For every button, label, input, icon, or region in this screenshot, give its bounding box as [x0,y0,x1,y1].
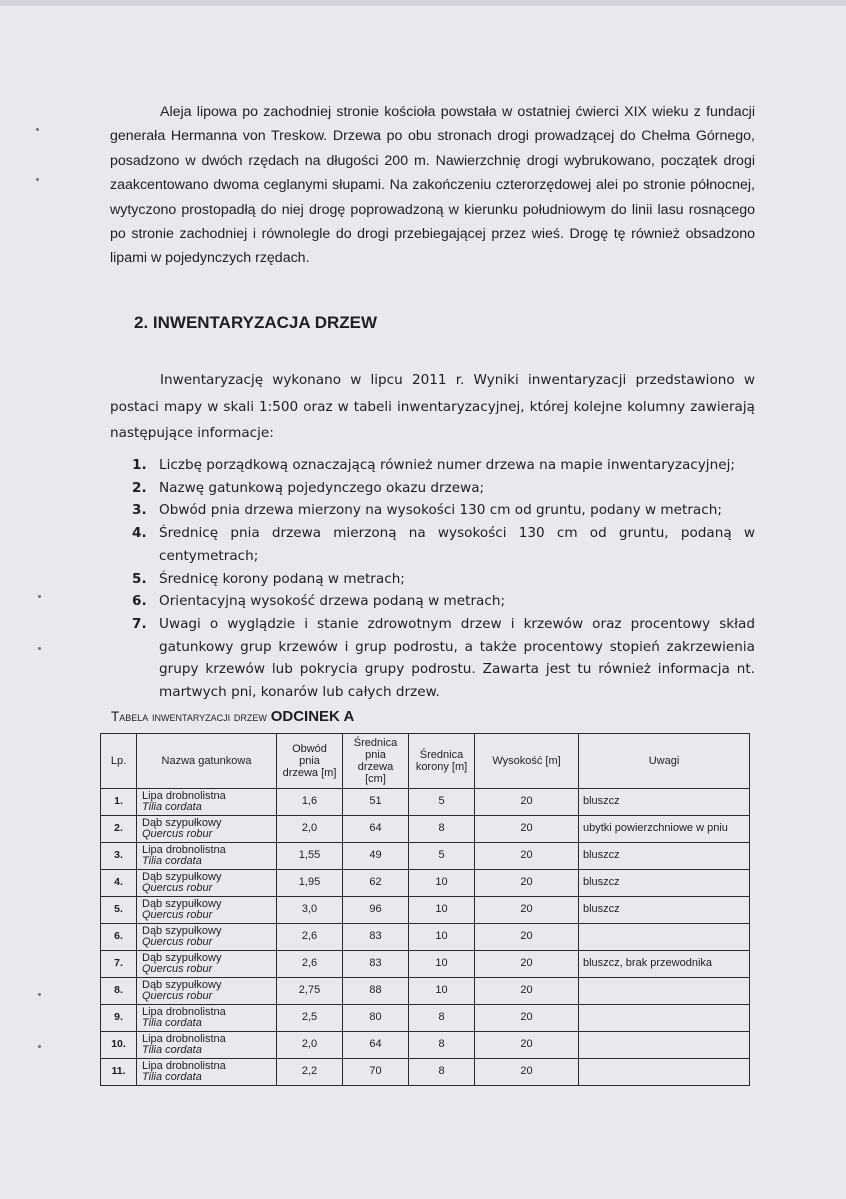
cell-height: 20 [475,870,579,897]
cell-circumference: 2,75 [277,978,343,1005]
cell-lp: 1. [101,789,137,816]
list-text: Uwagi o wyglądzie i stanie zdrowotnym drzew i krzewów oraz procentowy skład gatunkowy grup krzewów i grup podrostu, a także procentowy stopień zakrzewienia grupy krzewów lub pokrycia grupy podrostu. Zawarta jest tu również informacja nt. martwych pni, konarów lub całych drzew. [159,615,755,701]
cell-name [137,1059,277,1086]
cell-lp: 10. [101,1032,137,1059]
list-text: Orientacyjną wysokość drzewa podaną w metrach; [159,593,506,610]
cell-lp: 3. [101,843,137,870]
cell-notes [579,1059,750,1086]
common-name: Dąb szypułkowy [142,870,222,883]
table-row [101,816,750,843]
cell-height: 20 [475,1032,579,1059]
scientific-name: Tilia cordata [142,1044,202,1056]
table-row [101,951,750,978]
table-caption [111,708,354,725]
scientific-name: Quercus robur [142,909,213,921]
scientific-name: Quercus robur [142,963,213,975]
list-number: 5. [132,570,147,587]
cell-height: 20 [475,924,579,951]
cell-trunk-diameter: 96 [343,897,409,924]
cell-height: 20 [475,843,579,870]
list-text: Liczbę porządkową oznaczającą również numer drzewa na mapie inwentaryzacyjnej; [159,457,735,473]
cell-circumference: 2,6 [277,924,343,951]
list-item [132,477,755,500]
scientific-name: Tilia cordata [142,855,202,867]
cell-notes [579,1032,750,1059]
cell-trunk-diameter: 64 [343,816,409,843]
list-text: Nazwę gatunkową pojedynczego okazu drzewa; [159,479,485,496]
cell-name [137,816,277,843]
cell-notes: ubytki powierzchniowe w pniu [579,816,750,843]
common-name: Lipa drobnolistna [142,1005,226,1018]
caption-prefix: Tabela inwentaryzacji drzew [111,709,267,724]
cell-name [137,870,277,897]
cell-trunk-diameter: 62 [343,870,409,897]
cell-circumference: 2,2 [277,1059,343,1086]
section-heading: 2. INWENTARYZACJA DRZEW [134,313,378,332]
header-crown-diameter: Średnica korony [m] [409,734,475,789]
inventory-table [100,733,750,1086]
cell-name [137,789,277,816]
cell-circumference: 2,0 [277,816,343,843]
list-text: Obwód pnia drzewa mierzony na wysokości 130 cm od gruntu, podany w metrach; [159,502,722,519]
scan-dot [36,128,39,131]
scientific-name: Tilia cordata [142,1071,202,1083]
header-notes: Uwagi [579,734,750,789]
list-number: 1. [132,457,147,473]
scientific-name: Tilia cordata [142,1017,202,1029]
cell-lp: 2. [101,816,137,843]
list-item [132,499,755,522]
scientific-name: Quercus robur [142,990,213,1002]
list-number: 3. [132,502,147,519]
cell-lp: 8. [101,978,137,1005]
header-height: Wysokość [m] [475,734,579,789]
cell-notes [579,924,750,951]
list-item [132,454,755,477]
table-row [101,924,750,951]
common-name: Lipa drobnolistna [142,843,226,856]
inventory-paragraph: Inwentaryzację wykonano w lipcu 2011 r. Wyniki inwentaryzacji przedstawiono w postaci mapy w skali 1:500 oraz w tabeli inwentaryzacyjnej, której kolejne kolumny zawierają następujące informacje: [110,372,755,441]
list-number: 6. [132,593,147,610]
cell-height: 20 [475,816,579,843]
common-name: Dąb szypułkowy [142,978,222,991]
cell-circumference: 1,6 [277,789,343,816]
scientific-name: Tilia cordata [142,801,202,813]
list-item [132,590,755,613]
list-number: 4. [132,525,147,542]
cell-notes: bluszcz [579,843,750,870]
header-name: Nazwa gatunkowa [137,734,277,789]
cell-height: 20 [475,897,579,924]
scan-top-edge [0,0,846,6]
cell-name [137,1005,277,1032]
header-trunk-diameter: Średnica pnia drzewa [cm] [343,734,409,789]
scan-dot [38,1045,41,1048]
cell-name [137,951,277,978]
table-row [101,870,750,897]
cell-notes: bluszcz, brak przewodnika [579,951,750,978]
list-item [132,613,755,704]
cell-name [137,978,277,1005]
cell-trunk-diameter: 80 [343,1005,409,1032]
cell-lp: 7. [101,951,137,978]
cell-crown-diameter: 5 [409,789,475,816]
common-name: Lipa drobnolistna [142,1059,226,1072]
cell-lp: 5. [101,897,137,924]
cell-notes [579,978,750,1005]
cell-circumference: 3,0 [277,897,343,924]
header-lp: Lp. [101,734,137,789]
common-name: Dąb szypułkowy [142,816,222,829]
common-name: Dąb szypułkowy [142,951,222,964]
cell-height: 20 [475,1005,579,1032]
cell-circumference: 1,55 [277,843,343,870]
cell-name [137,897,277,924]
table-row [101,789,750,816]
cell-notes: bluszcz [579,897,750,924]
cell-height: 20 [475,789,579,816]
cell-crown-diameter: 10 [409,924,475,951]
cell-circumference: 1,95 [277,870,343,897]
cell-notes: bluszcz [579,870,750,897]
cell-lp: 11. [101,1059,137,1086]
table-row [101,897,750,924]
scan-dot [38,993,41,996]
cell-trunk-diameter: 64 [343,1032,409,1059]
cell-trunk-diameter: 83 [343,951,409,978]
cell-height: 20 [475,978,579,1005]
cell-notes: bluszcz [579,789,750,816]
cell-crown-diameter: 8 [409,1059,475,1086]
table-row [101,1005,750,1032]
scan-dot [38,647,41,650]
cell-crown-diameter: 8 [409,1005,475,1032]
common-name: Dąb szypułkowy [142,924,222,937]
scientific-name: Quercus robur [142,936,213,948]
caption-section: ODCINEK A [270,708,355,725]
cell-trunk-diameter: 88 [343,978,409,1005]
list-text: Średnicę pnia drzewa mierzoną na wysokości 130 cm od gruntu, podaną w centymetrach; [159,525,755,564]
cell-name [137,1032,277,1059]
list-item [132,568,755,591]
list-text: Średnicę korony podaną w metrach; [159,570,405,587]
cell-notes [579,1005,750,1032]
common-name: Dąb szypułkowy [142,897,222,910]
intro-paragraph: Aleja lipowa po zachodniej stronie kościoła powstała w ostatniej ćwierci XIX wieku z fundacji generała Hermanna von Treskow. Drzewa po obu stronach drogi prowadzącej do Chełma Górnego, posadzono w dwóch rzędach na długości 200 m. Nawierzchnię drogi wybrukowano, początek drogi zaakcentowano dwoma ceglanymi słupami. Na zakończeniu czterorzędowej alei po stronie północnej, wytyczono prostopadłą do niej drogę poprowadzoną w kierunku południowym do linii lasu rosnącego po stronie zachodniej i równolegle do drogi przebiegającej przez wieś. Drogę tę również obsadzono lipami w pojedynczych rzędach. [110,104,755,267]
list-item [132,522,755,567]
cell-lp: 9. [101,1005,137,1032]
cell-circumference: 2,0 [277,1032,343,1059]
cell-circumference: 2,6 [277,951,343,978]
cell-trunk-diameter: 49 [343,843,409,870]
cell-height: 20 [475,951,579,978]
scientific-name: Quercus robur [142,882,213,894]
table-header-row [101,734,750,789]
cell-crown-diameter: 8 [409,816,475,843]
cell-circumference: 2,5 [277,1005,343,1032]
cell-name [137,843,277,870]
table-row [101,843,750,870]
cell-crown-diameter: 10 [409,978,475,1005]
cell-trunk-diameter: 83 [343,924,409,951]
column-description-list [132,454,755,704]
cell-trunk-diameter: 70 [343,1059,409,1086]
table-row [101,1059,750,1086]
scan-dot [36,178,39,181]
cell-crown-diameter: 8 [409,1032,475,1059]
table-row [101,978,750,1005]
list-number: 2. [132,479,147,496]
header-circumference: Obwód pnia drzewa [m] [277,734,343,789]
table-row [101,1032,750,1059]
common-name: Lipa drobnolistna [142,1032,226,1045]
scientific-name: Quercus robur [142,828,213,840]
common-name: Lipa drobnolistna [142,789,226,802]
scan-dot [38,595,41,598]
cell-crown-diameter: 10 [409,870,475,897]
cell-crown-diameter: 10 [409,951,475,978]
list-number: 7. [132,615,147,632]
cell-lp: 6. [101,924,137,951]
cell-trunk-diameter: 51 [343,789,409,816]
cell-lp: 4. [101,870,137,897]
cell-crown-diameter: 10 [409,897,475,924]
cell-height: 20 [475,1059,579,1086]
cell-crown-diameter: 5 [409,843,475,870]
cell-name [137,924,277,951]
